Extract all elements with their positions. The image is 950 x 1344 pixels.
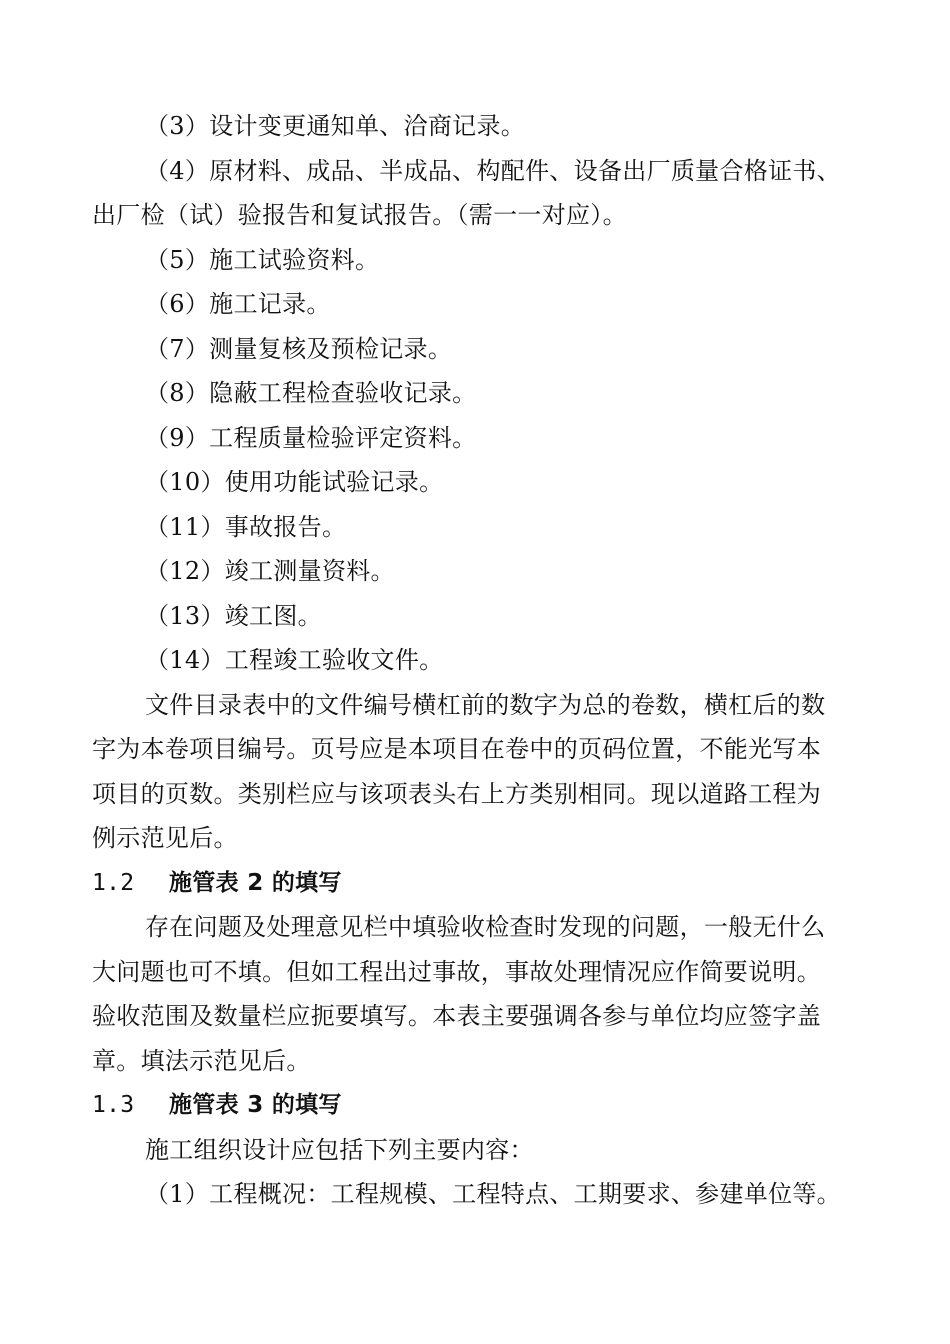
list-item: （3）设计变更通知单、洽商记录。 (145, 112, 526, 140)
paragraph-line: 文件目录表中的文件编号横杠前的数字为总的卷数，横杠后的数 (145, 690, 826, 719)
section-title: 施管表 3 的填写 (169, 1092, 342, 1118)
list-item: （12）竣工测量资料。 (145, 557, 395, 585)
list-item: （6）施工记录。 (145, 290, 331, 318)
list-item: （1）工程概况：工程规模、工程特点、工期要求、参建单位等。 (145, 1180, 841, 1208)
section-heading (92, 1083, 872, 1128)
section-title: 施管表 2 的填写 (169, 869, 342, 896)
paragraph-line: 验收范围及数量栏应扼要填写。本表主要强调各参与单位均应签字盖 (92, 1002, 821, 1030)
list-item: （11）事故报告。 (145, 512, 347, 541)
list-item: （5）施工试验资料。 (145, 245, 380, 274)
list-item: （4）原材料、成品、半成品、构配件、设备出厂质量合格证书、 (145, 156, 841, 185)
section-heading (92, 861, 872, 906)
paragraph-line: 章。填法示范见后。 (92, 1046, 311, 1075)
paragraph-line: 存在问题及处理意见栏中填验收检查时发现的问题，一般无什么 (145, 913, 826, 941)
paragraph-line: 施工组织设计应包括下列主要内容： (145, 1135, 534, 1164)
list-item: （8）隐蔽工程检查验收记录。 (145, 379, 477, 407)
list-item: （14）工程竣工验收文件。 (145, 646, 444, 674)
paragraph-line: 项目的页数。类别栏应与该项表头右上方类别相同。现以道路工程为 (92, 779, 821, 808)
paragraph-line: 例示范见后。 (92, 824, 238, 852)
list-item-continuation: 出厂检（试）验报告和复试报告。（需一一对应）。 (92, 201, 627, 229)
list-item: （7）测量复核及预检记录。 (145, 334, 453, 363)
document-page (92, 104, 872, 1217)
paragraph-line: 大问题也可不填。但如工程出过事故，事故处理情况应作简要说明。 (92, 957, 821, 986)
section-number: 1.3 (92, 1092, 135, 1118)
list-item: （13）竣工图。 (145, 601, 322, 630)
list-item: （10）使用功能试验记录。 (145, 468, 444, 496)
section-number: 1.2 (92, 869, 135, 896)
paragraph-line: 字为本卷项目编号。页号应是本项目在卷中的页码位置，不能光写本 (92, 735, 821, 763)
list-item: （9）工程质量检验评定资料。 (145, 423, 477, 452)
